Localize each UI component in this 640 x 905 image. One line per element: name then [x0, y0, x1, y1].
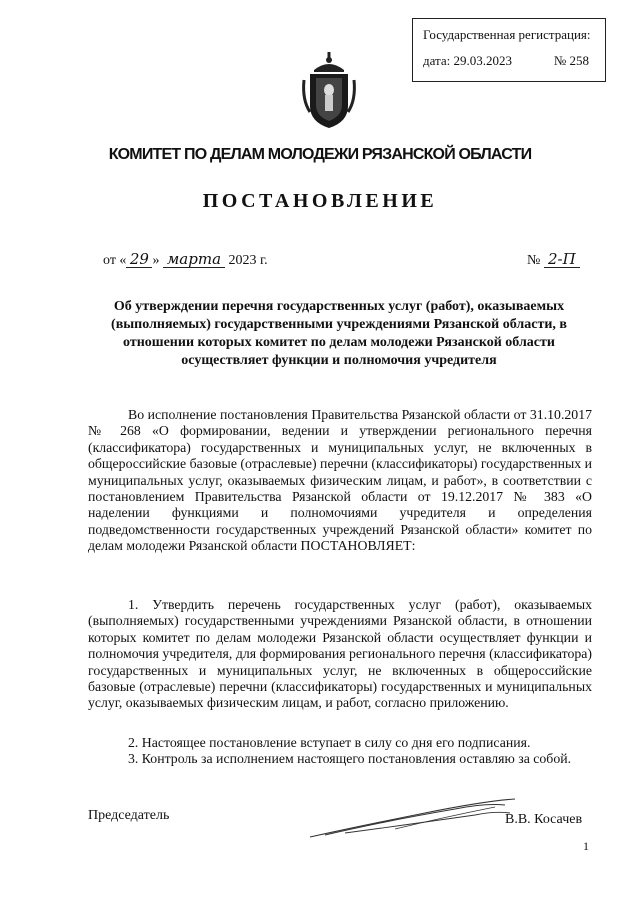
organization-name: КОМИТЕТ ПО ДЕЛАМ МОЛОДЕЖИ РЯЗАНСКОЙ ОБЛАСТИ — [108, 146, 532, 163]
registration-date: дата: 29.03.2023 — [423, 53, 513, 68]
page-number: 1 — [583, 839, 589, 853]
signer-role: Председатель — [88, 808, 170, 823]
paragraph-text: 1. Утвердить перечень государственных услуг (работ), оказываемых (выполняемых) государственными учреждениями Рязанской области, в отношении которых комитет по делам молодежи Рязанской области осуществляет функции и полномочия учредителя, для формирования регионального перечня (классификатора) государственных и муниципальных услуг, не включенных в общероссийские базовые (отраслевые) перечни (классификаторы) государственных и муниципальных услуг, оказываемых физическим лицам, и работ, согласно приложению. — [88, 597, 592, 711]
registration-number: № 258 — [553, 53, 589, 68]
number-prefix: № — [527, 253, 541, 268]
paragraph-text: 3. Контроль за исполнением настоящего постановления оставляю за собой. — [128, 751, 572, 766]
document-title: Об утверждении перечня государственных услуг (работ), оказываемых (выполняемых) государственными учреждениями Рязанской области, в отношении которых комитет по делам молодежи Рязанской области осуществляет функции и полномочия учредителя — [111, 299, 567, 368]
date-sep: » — [152, 253, 160, 268]
date-day: 29 — [126, 252, 152, 268]
document-number-line — [527, 252, 580, 269]
date-line — [103, 252, 268, 269]
ryazan-coat-of-arms-icon — [300, 50, 358, 130]
clause-1 — [88, 597, 592, 712]
paragraph-text: 2. Настоящее постановление вступает в силу со дня его подписания. — [128, 735, 531, 750]
document-type: ПОСТАНОВЛЕНИЕ — [202, 190, 438, 212]
date-year: 2023 г. — [228, 253, 268, 268]
paragraph-text: Во исполнение постановления Правительства Рязанской области от 31.10.2017 № 268 «О формировании, ведении и утверждении регионального перечня (классификатора) государственных и муниципальных услуг, не включенных в общероссийские базовые (отраслевые) перечни (классификаторы) государственных и муниципальных услуг, оказываемых физическим лицам, и работ», в соответствии с постановлением Правительства Рязанской области от 19.12.2017 № 383 «О наделении функциями и полномочиями учредителя и определения подведомственности государственных учреждений Рязанской области» комитет по делам молодежи Рязанской области ПОСТАНОВЛЯЕТ: — [88, 407, 592, 554]
date-prefix: от « — [103, 253, 127, 268]
document-number: 2-П — [544, 252, 580, 268]
clause-3 — [88, 751, 592, 767]
date-month: марта — [163, 252, 225, 268]
registration-label: Государственная регистрация: — [423, 27, 591, 42]
registration-stamp — [412, 18, 606, 82]
signer-name: В.В. Косачев — [505, 812, 583, 827]
clause-2 — [88, 735, 592, 751]
preamble-paragraph — [88, 407, 592, 555]
handwritten-signature-icon — [305, 795, 520, 841]
